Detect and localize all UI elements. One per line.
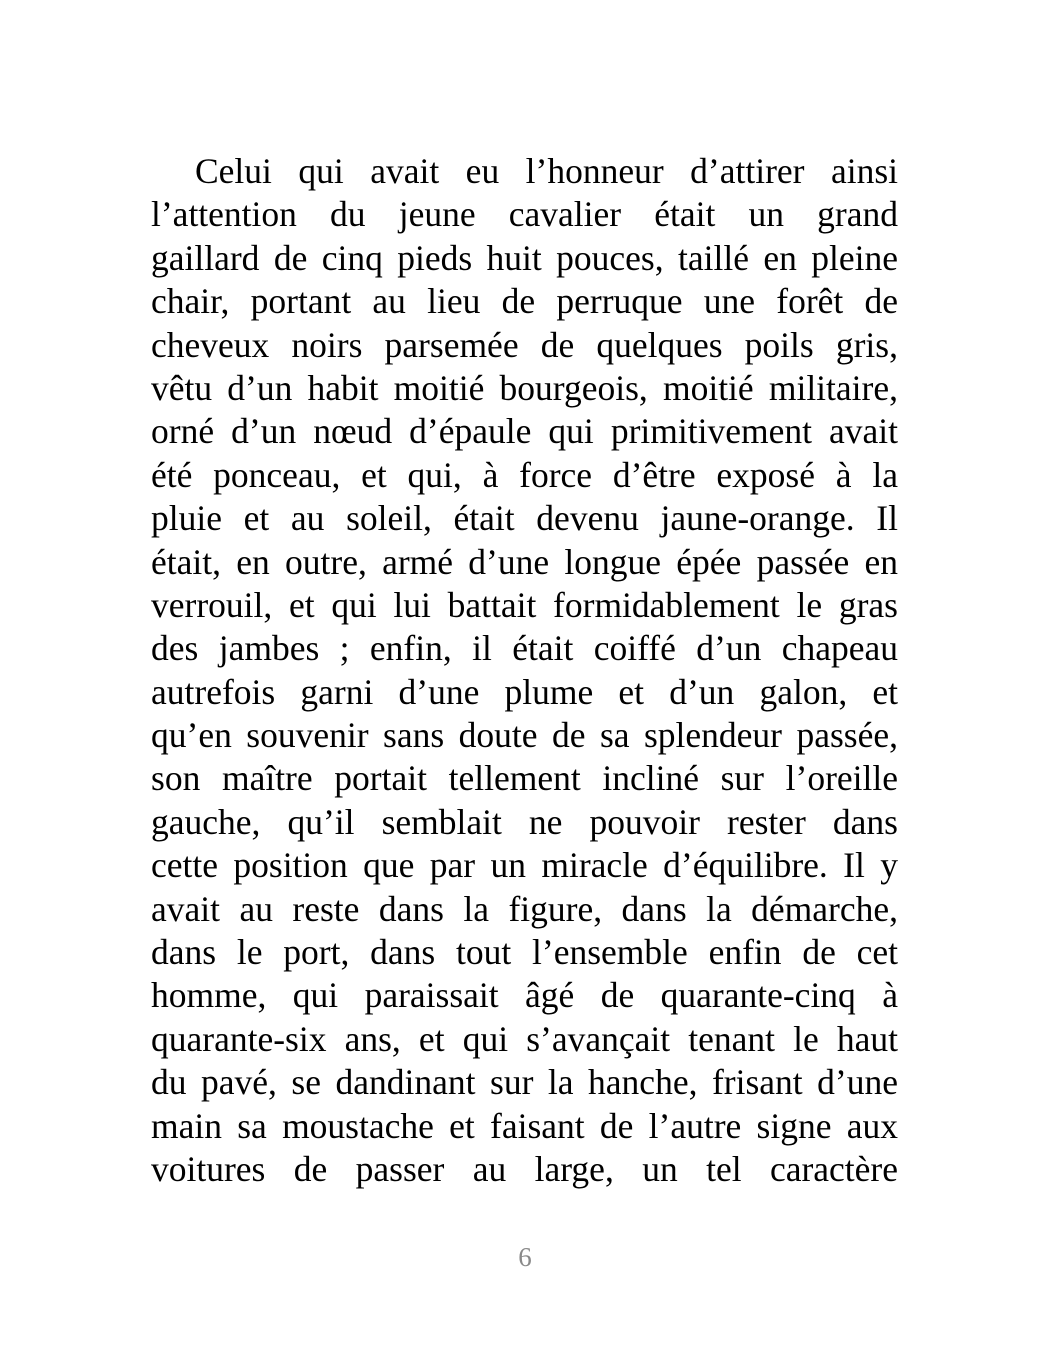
- text-line: Celui qui avait eu l’honneur d’attirer ainsi: [195, 151, 898, 191]
- text-line: cette position que par un miracle d’équilibre. Il y: [151, 845, 898, 886]
- text-line: été ponceau, et qui, à force d’être exposé à la: [151, 454, 898, 495]
- text-line: qu’en souvenir sans doute de sa splendeur passée,: [151, 715, 898, 756]
- text-line: son maître portait tellement incliné sur l’oreille: [151, 758, 898, 799]
- text-line: orné d’un nœud d’épaule qui primitivement avait: [151, 411, 898, 452]
- body-paragraph: [151, 150, 898, 1191]
- text-line: dans le port, dans tout l’ensemble enfin de cet: [151, 932, 898, 973]
- text-line: gauche, qu’il semblait ne pouvoir rester dans: [151, 801, 898, 842]
- text-line: gaillard de cinq pieds huit pouces, taillé en pleine: [151, 237, 898, 278]
- text-line: homme, qui paraissait âgé de quarante-cinq à: [151, 975, 898, 1016]
- page-number: 6: [518, 1242, 532, 1272]
- text-line: verrouil, et qui lui battait formidablement le gras: [151, 584, 898, 625]
- text-line: l’attention du jeune cavalier était un grand: [151, 194, 898, 235]
- text-line: vêtu d’un habit moitié bourgeois, moitié militaire,: [151, 367, 898, 408]
- text-line: voitures de passer au large, un tel caractère: [151, 1148, 898, 1189]
- text-line: pluie et au soleil, était devenu jaune-orange. Il: [151, 498, 898, 539]
- text-line: autrefois garni d’une plume et d’un galon, et: [151, 671, 898, 712]
- text-line: main sa moustache et faisant de l’autre signe aux: [151, 1105, 898, 1146]
- text-line: chair, portant au lieu de perruque une forêt de: [151, 281, 898, 322]
- text-line: était, en outre, armé d’une longue épée passée en: [151, 541, 898, 582]
- text-line: quarante-six ans, et qui s’avançait tenant le haut: [151, 1018, 898, 1059]
- text-line: avait au reste dans la figure, dans la démarche,: [151, 888, 898, 929]
- text-line: du pavé, se dandinant sur la hanche, frisant d’une: [151, 1062, 898, 1103]
- text-line: cheveux noirs parsemée de quelques poils gris,: [151, 324, 898, 365]
- text-line: des jambes ; enfin, il était coiffé d’un chapeau: [151, 628, 898, 669]
